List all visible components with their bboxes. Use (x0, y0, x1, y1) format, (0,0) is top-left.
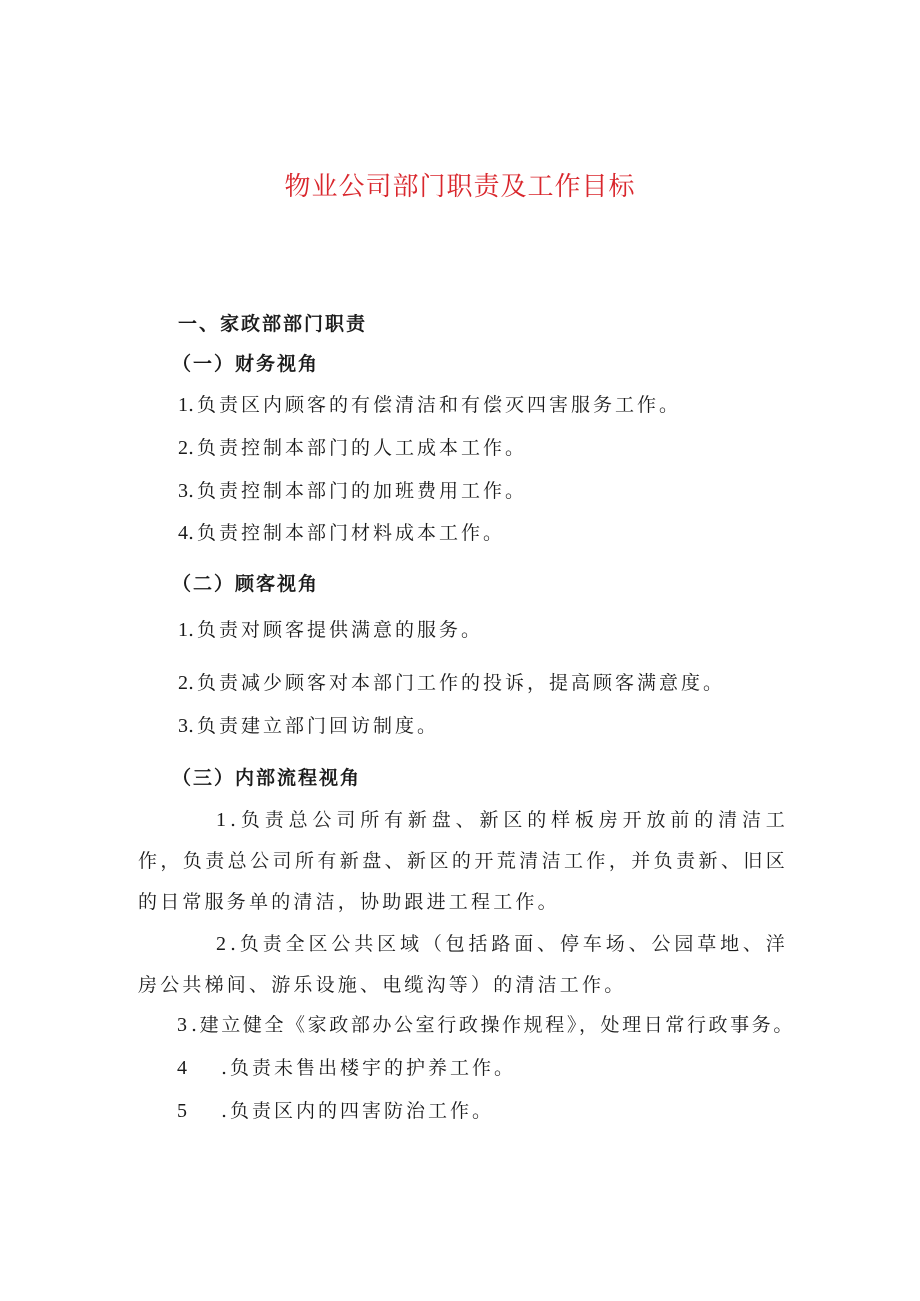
item-text: .建立健全《家政部办公室行政操作规程》，处理日常行政事务。 (191, 1014, 795, 1036)
list-item (177, 1099, 494, 1123)
item-number: 3 (178, 715, 188, 737)
list-item (177, 1013, 795, 1037)
item-number: 2 (216, 933, 226, 955)
item-number: 1 (178, 619, 188, 641)
item-text: .负责区内的四害防治工作。 (221, 1100, 495, 1122)
list-item (178, 618, 483, 642)
list-item (178, 714, 439, 738)
item-text: .负责区内顾客的有偿清洁和有偿灭四害服务工作。 (188, 394, 682, 416)
item-text: .负责未售出楼宇的护养工作。 (221, 1057, 517, 1079)
paragraph-item (138, 800, 788, 923)
item-text: .负责全区公共区域（包括路面、停车场、公园草地、洋房公共梯间、游乐设施、电缆沟等）的清洁工作。 (138, 933, 788, 996)
item-number: 4 (177, 1057, 187, 1079)
section-heading: 一、家政部部门职责 (178, 313, 368, 335)
item-number: 5 (177, 1100, 187, 1122)
list-item (178, 671, 725, 695)
item-text: .负责控制本部门材料成本工作。 (188, 522, 506, 544)
list-item (178, 521, 505, 545)
list-item (178, 393, 681, 417)
list-item (178, 479, 527, 503)
subsection-heading-process: （三）内部流程视角 (172, 767, 362, 789)
item-text: .负责建立部门回访制度。 (188, 715, 440, 737)
subsection-heading-finance: （一）财务视角 (172, 353, 320, 375)
item-number: 4 (178, 522, 188, 544)
item-text: .负责减少顾客对本部门工作的投诉，提高顾客满意度。 (188, 672, 726, 694)
item-text: .负责控制本部门的人工成本工作。 (188, 437, 528, 459)
item-text: .负责控制本部门的加班费用工作。 (188, 480, 528, 502)
subsection-heading-customer: （二）顾客视角 (172, 573, 320, 595)
item-number: 1 (216, 809, 226, 831)
item-text: .负责总公司所有新盘、新区的样板房开放前的清洁工作，负责总公司所有新盘、新区的开荒清洁工作，并负责新、旧区的日常服务单的清洁，协助跟进工程工作。 (138, 809, 788, 913)
item-number: 2 (178, 437, 188, 459)
item-number: 3 (178, 480, 188, 502)
item-number: 2 (178, 672, 188, 694)
list-item (177, 1056, 516, 1080)
document-title: 物业公司部门职责及工作目标 (284, 172, 636, 202)
list-item (178, 436, 527, 460)
item-number: 3 (177, 1014, 187, 1036)
item-number: 1 (178, 394, 188, 416)
paragraph-item (138, 924, 788, 1006)
item-text: .负责对顾客提供满意的服务。 (188, 619, 484, 641)
